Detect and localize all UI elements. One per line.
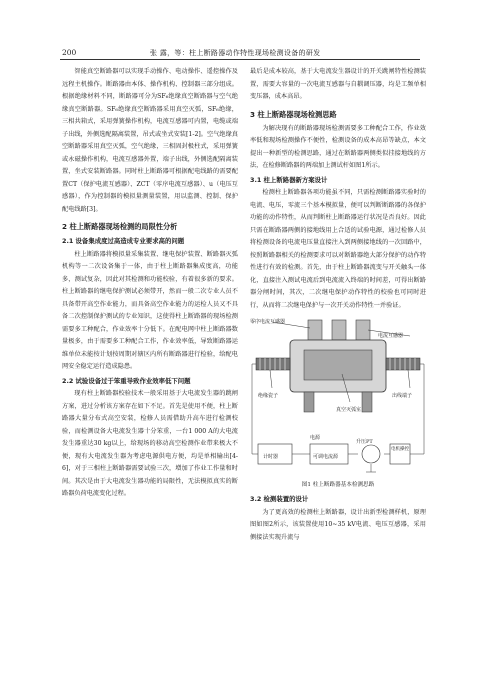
intro-paragraph: 智能真空断路器可以实现手动操作、电动操作、遥控操作及远程主机操作。断路器由本体、操作机构、控制器三部分组成。根据绝缘材料不同，断路器可分为SF₆绝缘真空断路器与空气绝缘真空断路器。SF₆绝缘真空断路器采用真空灭弧，SF₆绝缘，三相共箱式，采用弹簧操作机构，电流互感器可内置，电缆或端子出线，外侧选配隔离装置，吊式或坐式安装[1-2]。空气绝缘真空断路器采用真空灭弧，空气绝缘，三相固封极柱式，采用弹簧或永磁操作机构，电流互感器外置，端子出线，外侧选配隔离装置，坐式安装断路器。同时柱上断路器可根据配电线路的需要配置CT（保护电流互感器）、ZCT（零序电流互感器）、u（电压互感器），作为控制器的模拟量测量装置，用以监测、控制、保护配电线路[3]。 (62, 68, 238, 213)
label-bushing-right: 出线端子 (392, 393, 413, 399)
continuation-paragraph: 最后是成本较高，基于大电流发生器设计的开关跳闸特性检测装置，需要大容量的一次电流互感器与自耦调压器，均是工频单相变压器，成本高昂。 (250, 68, 426, 100)
label-vacuum-interrupter: 真空灭弧室 (336, 407, 362, 413)
figure-caption: 图1 柱上断路器基本检测思路 (301, 482, 375, 488)
subsection-3-1-text: 检测柱上断路器各项功能虽不同，只需检测断路器实验时的电流、电压，零流三个基本模拟量，便可以判断断路器的各保护功能的动作特性，从而判断柱上断路器运行状况是否良好。因此只需在断路器两侧的接地线用上合适的试验电源，通过检修人员将检测设备的电流电压量直接注入到两侧接地线的一次回路中，按照断路器相关的检测要求可以对断路器绝大部分保护的动作特性进行有效的检测。首先，由于柱上断路器流变与开关触头一体化，直接注入测试电流后到电流流入终端的时间差，可得出断路器分闸时间，其次，二次继电保护动作特性的校验也可同时进行，从而将二次继电保护与一次开关动作特性一并验证。 (250, 189, 426, 309)
label-controller: 电机操控 (391, 447, 409, 452)
header-rule (60, 59, 420, 60)
running-title: 张 露，等：柱上断路器动作特性现场检测设备的研发 (150, 49, 321, 57)
figure-1 (250, 314, 426, 492)
label-power: 电源 (310, 435, 321, 441)
subsection-3-2-heading: 3.2 检测装置的设计 (250, 495, 309, 503)
label-meter: 计时器 (263, 454, 279, 460)
subsection-3-2-text: 为了更高效的检测柱上断路器，设计出新型检测样机，原理图如图2所示，该装置使用10~35 kV电流、电压互感器，采用侧接法实现升流与 (250, 508, 426, 541)
subsection-2-2-text: 现有柱上断路器校验技术一般采用基于大电流发生器的跳闸方案，进过分析该方案存在如下不足。首先是使用不便，柱上断路器大量分布式高空安装，检修人员需借助升高车进行检测校验，而检测设备大电流发生器十分笨重，一台1 000 A的大电流发生器重达30 kg以上，给现场的移动高空检测作业带来极大不便，现有大电流发生器为考虑电源供电方便，均是单相输出[4-6]，对于三相柱上断路器需要试验三次，增加了作业工作量和时间。其次是由于大电流发生器功能的局限性，无法模拟真实的断路器负荷电流变化过程。 (62, 390, 238, 497)
label-ct-tester: 可调电流源 (313, 454, 339, 460)
section-3-text: 为解决现有的断路器现场检测需要多工种配合工作，作业效率低和现场检测操作不便性，检测设备的成本高昂等缺点，本文提出一种新型的检测思路，通过在断路器两侧类似挂接地线的方法，在检修断路器的两端加上测试杆如图1所示。 (250, 124, 426, 169)
label-bushing-left: 绝缘瓷子 (258, 393, 279, 399)
left-column (62, 66, 238, 501)
subsection-2-1-heading: 2.1 设备集成度过高造成专业要求高的问题 (62, 237, 185, 245)
subsection-2-2-heading: 2.2 试验设备过于笨重导致作业效率低下问题 (62, 376, 191, 385)
page-number: 200 (62, 48, 77, 57)
right-column (250, 66, 426, 544)
label-current-transformer: 电流互感器 (378, 333, 404, 339)
section-2-heading: 2 柱上断路器现场检测的局限性分析 (62, 222, 178, 231)
section-3-heading: 3 柱上断路器现场检测思路 (250, 109, 337, 119)
subsection-3-1-heading: 3.1 柱上断路器新方案设计 (250, 175, 328, 184)
label-zero-seq-ct: 零序电流互感器 (250, 319, 286, 325)
subsection-2-1-text: 柱上断路器将模拟量采集装置、继电保护装置、断路器灭弧机构等一二次设备集于一体，由于柱上断路器集成度高，功能多，测试复杂，因此对其检测和功能校验，有着很多新的要求。柱上断路器的继电保护测试必须带开，然而一般二次专业人员不具备带开高空作业能力，而具备高空作业能力的运检人员又不具备二次控制保护测试的专业知识，这使得柱上断路器的现场检测需要多工种配合，作业效率十分低下。在配电网中柱上断路器数量极多，由于需要多工种配合工作，作业效率低，导致断路器运维单位未能按计划按周期对辖区内所有断路器进行检验，给配电网安全稳定运行造成隐患。 (62, 250, 238, 370)
label-power-supply: 升压PT (356, 439, 373, 445)
